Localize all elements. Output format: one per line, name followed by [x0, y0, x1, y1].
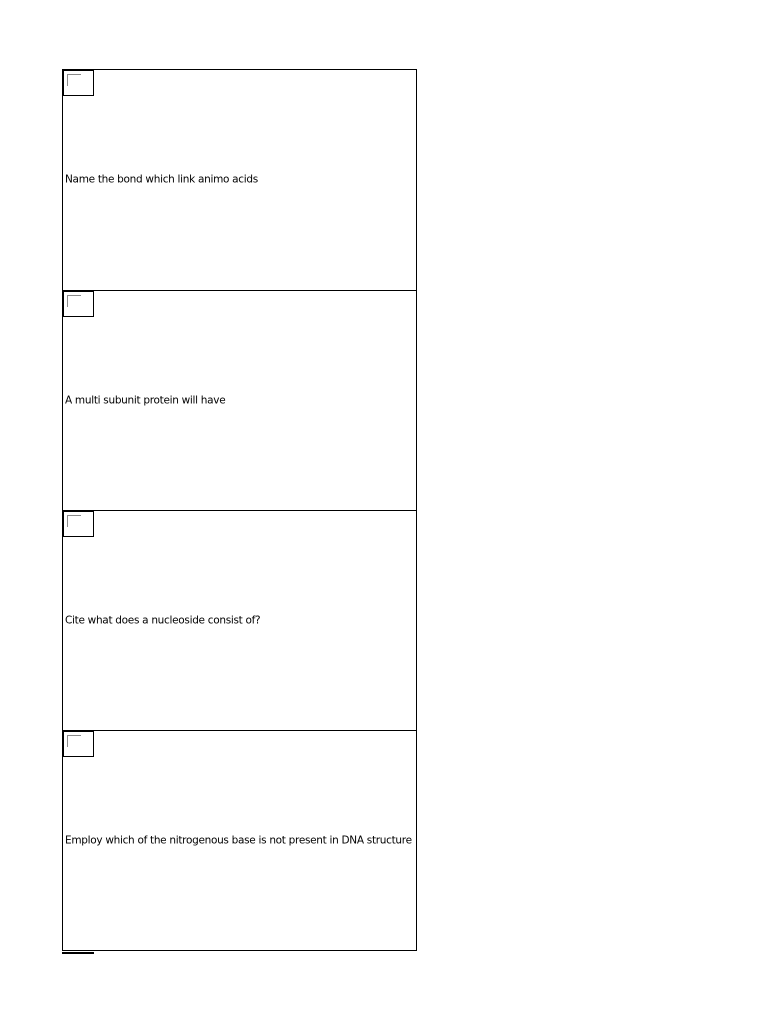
checkbox-inner-icon	[67, 515, 81, 527]
answer-checkbox[interactable]	[63, 731, 94, 757]
question-table	[62, 69, 417, 951]
question-text: Name the bond which link animo acids	[65, 173, 258, 186]
question-row-4	[63, 730, 416, 950]
answer-checkbox[interactable]	[63, 291, 94, 317]
answer-checkbox[interactable]	[63, 70, 94, 96]
checkbox-inner-icon	[67, 295, 81, 307]
checkbox-inner-icon	[67, 735, 81, 747]
bottom-divider	[62, 952, 94, 954]
question-text: A multi subunit protein will have	[65, 394, 226, 407]
question-text: Cite what does a nucleoside consist of?	[65, 614, 261, 627]
question-row-3	[63, 510, 416, 730]
checkbox-inner-icon	[67, 74, 81, 86]
question-row-2	[63, 290, 416, 510]
question-row-1	[63, 70, 416, 290]
question-text: Employ which of the nitrogenous base is not present in DNA structure	[65, 834, 412, 847]
answer-checkbox[interactable]	[63, 511, 94, 537]
